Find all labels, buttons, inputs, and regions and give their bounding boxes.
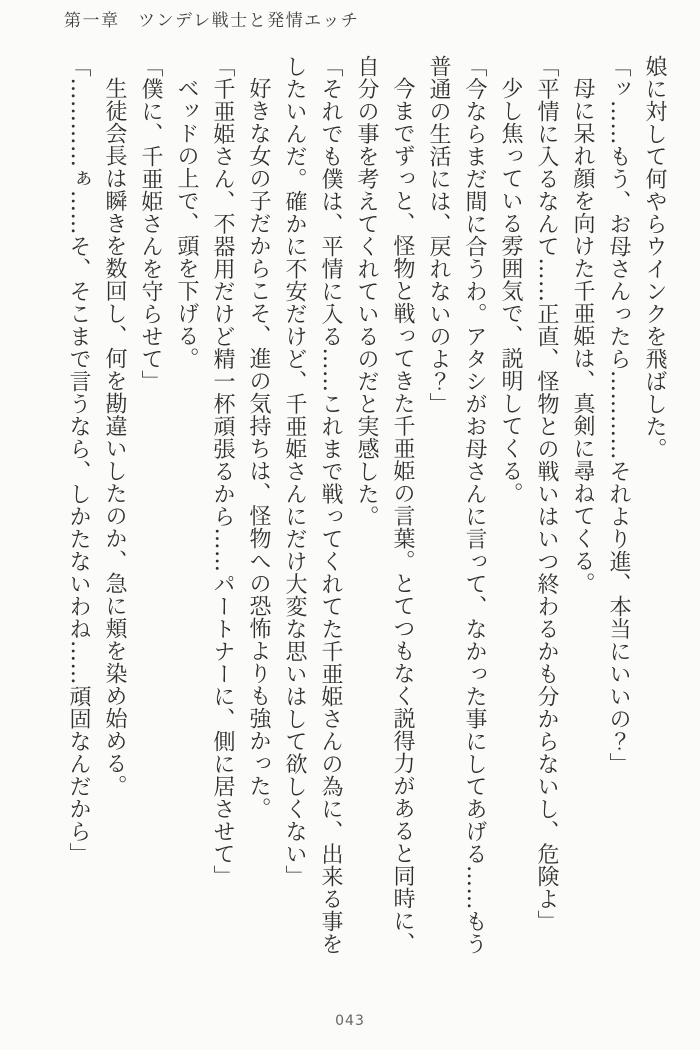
text-line: 「平情に入るなんて……正直、怪物との戦いはいつ終わるかも分からないし、危険よ」 bbox=[534, 55, 559, 933]
text-line: 普通の生活には、戻れないのよ？」 bbox=[426, 55, 451, 415]
text-line: 娘に対して何やらウインクを飛ばした。 bbox=[642, 55, 667, 460]
text-line: 今までずっと、怪物と戦ってきた千亜姫の言葉。とてつもなく説得力があると同時に、 bbox=[390, 77, 415, 955]
text-line: 「…………ぁ……そ、そこまで言うなら、しかたないわね……頑固なんだから」 bbox=[66, 55, 91, 865]
text-line: したいんだ。確かに不安だけど、千亜姫さんにだけ大変な思いはして欲しくない」 bbox=[282, 55, 307, 888]
page-number: 043 bbox=[335, 1013, 365, 1029]
text-line: 「それでも僕は、平情に入る……これまで戦ってくれてた千亜姫さんの為に、出来る事を bbox=[318, 55, 343, 955]
text-line: 好きな女の子だからこそ、進の気持ちは、怪物への恐怖よりも強かった。 bbox=[246, 77, 271, 820]
text-line: 少し焦っている雰囲気で、説明してくる。 bbox=[498, 77, 523, 505]
text-line: ベッドの上で、頭を下げる。 bbox=[174, 77, 199, 370]
text-line: 「僕に、千亜姫さんを守らせて」 bbox=[138, 55, 163, 393]
text-line: 「千亜姫さん、不器用だけど精一杯頑張るから……パートナーに、側に居させて」 bbox=[210, 55, 235, 888]
text-line: 「ッ……もう、お母さんったら…………それより進、本当にいいの？」 bbox=[606, 55, 631, 775]
text-line: 自分の事を考えてくれているのだと実感した。 bbox=[354, 55, 379, 528]
vertical-text-block bbox=[60, 55, 672, 1007]
text-line: 「今ならまだ間に合うわ。アタシがお母さんに言って、なかった事にしてあげる……もう bbox=[462, 55, 487, 955]
text-line: 生徒会長は瞬きを数回し、何を勘違いしたのか、急に頬を染め始める。 bbox=[102, 77, 127, 797]
text-line: 母に呆れ顔を向けた千亜姫は、真剣に尋ねてくる。 bbox=[570, 77, 595, 595]
running-header-chapter-title: 第一章 ツンデレ戦士と発情エッチ bbox=[64, 11, 360, 31]
